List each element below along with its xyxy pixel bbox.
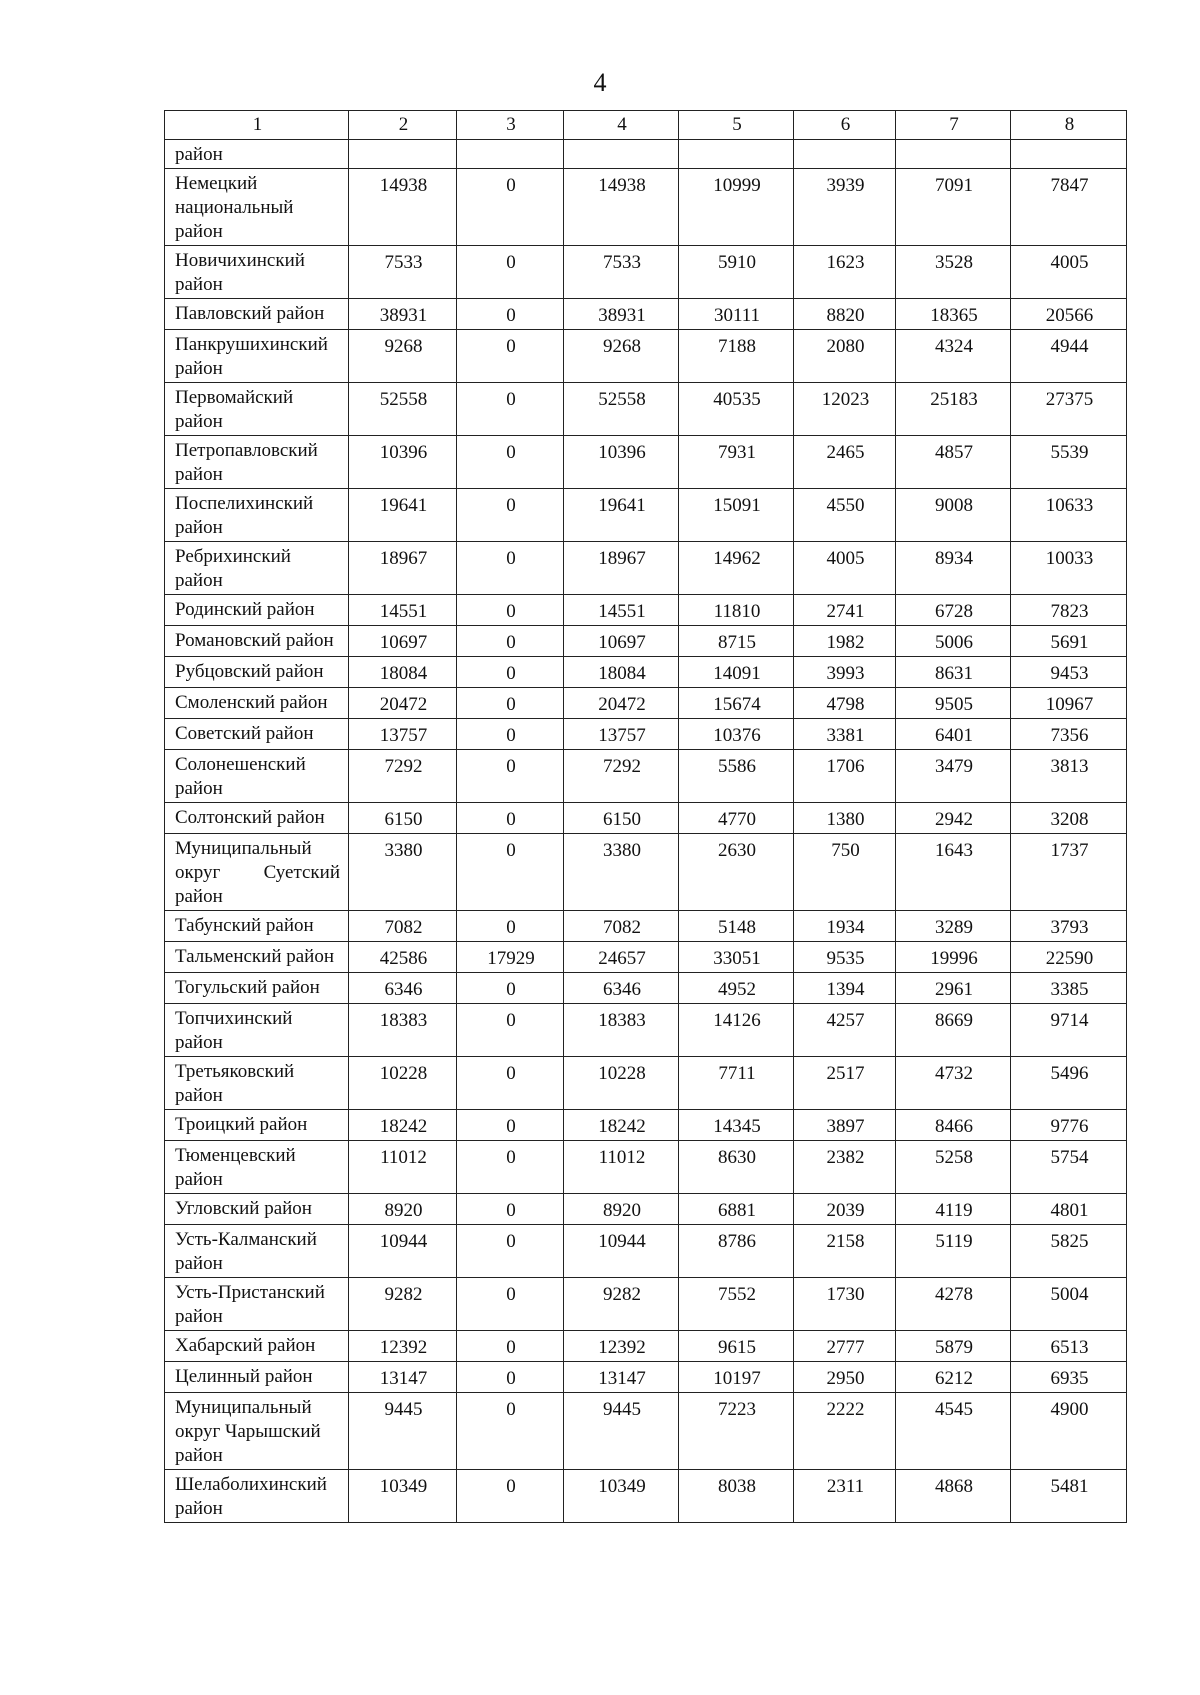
- value-cell: 19641: [564, 489, 679, 542]
- value-cell: 4119: [896, 1194, 1011, 1225]
- value-cell: 1934: [794, 911, 896, 942]
- value-cell: 2465: [794, 436, 896, 489]
- value-cell: 20472: [564, 688, 679, 719]
- district-name-cell: Хабарский район: [165, 1331, 349, 1362]
- value-cell: 2158: [794, 1225, 896, 1278]
- value-cell: 4798: [794, 688, 896, 719]
- district-name-cell: Ребрихинский район: [165, 542, 349, 595]
- value-cell: 0: [457, 1331, 564, 1362]
- district-name-cell: Немецкий национальный район: [165, 169, 349, 246]
- value-cell: 19641: [349, 489, 457, 542]
- value-cell: 14345: [679, 1110, 794, 1141]
- value-cell: 4324: [896, 330, 1011, 383]
- district-name-cell: Угловский район: [165, 1194, 349, 1225]
- value-cell: 14126: [679, 1004, 794, 1057]
- value-cell: 0: [457, 1225, 564, 1278]
- table-row: [165, 1362, 1127, 1393]
- table-row: [165, 330, 1127, 383]
- value-cell: 6150: [349, 803, 457, 834]
- value-cell: 750: [794, 834, 896, 911]
- value-cell: 0: [457, 626, 564, 657]
- value-cell: 3380: [564, 834, 679, 911]
- district-name-cell: Родинский район: [165, 595, 349, 626]
- district-name-cell: Троицкий район: [165, 1110, 349, 1141]
- value-cell: 4952: [679, 973, 794, 1004]
- district-name-cell: Романовский район: [165, 626, 349, 657]
- value-cell: 0: [457, 719, 564, 750]
- value-cell: 18242: [564, 1110, 679, 1141]
- value-cell: 9445: [564, 1393, 679, 1470]
- value-cell: 7292: [349, 750, 457, 803]
- value-cell: 18967: [564, 542, 679, 595]
- value-cell: 10197: [679, 1362, 794, 1393]
- value-cell: 0: [457, 1278, 564, 1331]
- value-cell: 14091: [679, 657, 794, 688]
- value-cell: 18383: [564, 1004, 679, 1057]
- value-cell: 3385: [1011, 973, 1127, 1004]
- value-cell: 0: [457, 330, 564, 383]
- table-row: [165, 246, 1127, 299]
- value-cell: 7082: [564, 911, 679, 942]
- value-cell: 4944: [1011, 330, 1127, 383]
- value-cell: 52558: [564, 383, 679, 436]
- value-cell: 12392: [564, 1331, 679, 1362]
- value-cell: 3793: [1011, 911, 1127, 942]
- value-cell: 3381: [794, 719, 896, 750]
- table-row: [165, 542, 1127, 595]
- table-row: [165, 688, 1127, 719]
- value-cell: 9453: [1011, 657, 1127, 688]
- table-row: [165, 973, 1127, 1004]
- value-cell: 8920: [349, 1194, 457, 1225]
- value-cell: 2961: [896, 973, 1011, 1004]
- value-cell: 7931: [679, 436, 794, 489]
- value-cell: 9268: [564, 330, 679, 383]
- value-cell: 0: [457, 383, 564, 436]
- district-name-cell: район: [165, 140, 349, 169]
- value-cell: 38931: [564, 299, 679, 330]
- value-cell: 3528: [896, 246, 1011, 299]
- value-cell: 7091: [896, 169, 1011, 246]
- value-cell: 18365: [896, 299, 1011, 330]
- value-cell: 0: [457, 1194, 564, 1225]
- value-cell: 8669: [896, 1004, 1011, 1057]
- value-cell: 6346: [564, 973, 679, 1004]
- value-cell: 14938: [349, 169, 457, 246]
- value-cell: 7292: [564, 750, 679, 803]
- value-cell: 3289: [896, 911, 1011, 942]
- district-name-cell: Солтонский район: [165, 803, 349, 834]
- value-cell: 5691: [1011, 626, 1127, 657]
- value-cell: [896, 140, 1011, 169]
- value-cell: 5148: [679, 911, 794, 942]
- value-cell: 3479: [896, 750, 1011, 803]
- value-cell: 0: [457, 657, 564, 688]
- value-cell: 14962: [679, 542, 794, 595]
- value-cell: 10633: [1011, 489, 1127, 542]
- value-cell: 14551: [349, 595, 457, 626]
- value-cell: 4857: [896, 436, 1011, 489]
- value-cell: 5481: [1011, 1470, 1127, 1523]
- value-cell: 11810: [679, 595, 794, 626]
- value-cell: 4005: [1011, 246, 1127, 299]
- table-row: [165, 750, 1127, 803]
- value-cell: 4900: [1011, 1393, 1127, 1470]
- value-cell: 10944: [349, 1225, 457, 1278]
- value-cell: 0: [457, 489, 564, 542]
- value-cell: 5879: [896, 1331, 1011, 1362]
- value-cell: 12023: [794, 383, 896, 436]
- table-row: [165, 595, 1127, 626]
- table-row: [165, 719, 1127, 750]
- value-cell: 6728: [896, 595, 1011, 626]
- value-cell: 3939: [794, 169, 896, 246]
- value-cell: 2382: [794, 1141, 896, 1194]
- value-cell: 0: [457, 169, 564, 246]
- value-cell: 6935: [1011, 1362, 1127, 1393]
- value-cell: 9008: [896, 489, 1011, 542]
- value-cell: 3208: [1011, 803, 1127, 834]
- value-cell: 2222: [794, 1393, 896, 1470]
- value-cell: 6881: [679, 1194, 794, 1225]
- value-cell: 0: [457, 1393, 564, 1470]
- value-cell: 9505: [896, 688, 1011, 719]
- continuation-row: [165, 140, 1127, 169]
- table-row: [165, 436, 1127, 489]
- value-cell: 0: [457, 803, 564, 834]
- value-cell: 7188: [679, 330, 794, 383]
- value-cell: 12392: [349, 1331, 457, 1362]
- value-cell: [564, 140, 679, 169]
- value-cell: 10396: [564, 436, 679, 489]
- value-cell: 18383: [349, 1004, 457, 1057]
- district-name-cell: Советский район: [165, 719, 349, 750]
- value-cell: 8934: [896, 542, 1011, 595]
- column-header: 2: [349, 111, 457, 140]
- value-cell: 52558: [349, 383, 457, 436]
- value-cell: 6401: [896, 719, 1011, 750]
- value-cell: 11012: [564, 1141, 679, 1194]
- value-cell: 1623: [794, 246, 896, 299]
- value-cell: 0: [457, 1004, 564, 1057]
- value-cell: 0: [457, 911, 564, 942]
- value-cell: 6150: [564, 803, 679, 834]
- value-cell: 9445: [349, 1393, 457, 1470]
- value-cell: 10376: [679, 719, 794, 750]
- column-header: 4: [564, 111, 679, 140]
- value-cell: 22590: [1011, 942, 1127, 973]
- district-name-cell: Панкрушихинский район: [165, 330, 349, 383]
- value-cell: 0: [457, 973, 564, 1004]
- table-row: [165, 1331, 1127, 1362]
- value-cell: 0: [457, 1057, 564, 1110]
- value-cell: 2942: [896, 803, 1011, 834]
- value-cell: 0: [457, 1110, 564, 1141]
- value-cell: 0: [457, 542, 564, 595]
- value-cell: 2311: [794, 1470, 896, 1523]
- value-cell: 1982: [794, 626, 896, 657]
- value-cell: 10697: [349, 626, 457, 657]
- value-cell: 3993: [794, 657, 896, 688]
- value-cell: 18242: [349, 1110, 457, 1141]
- value-cell: 8786: [679, 1225, 794, 1278]
- district-name-cell: Усть-Калманский район: [165, 1225, 349, 1278]
- value-cell: [349, 140, 457, 169]
- value-cell: 9776: [1011, 1110, 1127, 1141]
- district-name-cell: Смоленский район: [165, 688, 349, 719]
- data-table: [164, 110, 1127, 1523]
- value-cell: 8466: [896, 1110, 1011, 1141]
- value-cell: 10697: [564, 626, 679, 657]
- value-cell: 5006: [896, 626, 1011, 657]
- value-cell: 4732: [896, 1057, 1011, 1110]
- table-body: [165, 140, 1127, 1523]
- value-cell: 10967: [1011, 688, 1127, 719]
- column-header: 3: [457, 111, 564, 140]
- value-cell: 10944: [564, 1225, 679, 1278]
- value-cell: 30111: [679, 299, 794, 330]
- district-name-cell: Новичихинский район: [165, 246, 349, 299]
- value-cell: 8630: [679, 1141, 794, 1194]
- value-cell: 1380: [794, 803, 896, 834]
- value-cell: 15091: [679, 489, 794, 542]
- value-cell: 3813: [1011, 750, 1127, 803]
- district-name-cell: Шелаболихинский район: [165, 1470, 349, 1523]
- value-cell: 2080: [794, 330, 896, 383]
- district-name-cell: Муниципальный округ Суетский район: [165, 834, 349, 911]
- value-cell: 10228: [564, 1057, 679, 1110]
- value-cell: 40535: [679, 383, 794, 436]
- column-header: 7: [896, 111, 1011, 140]
- value-cell: 11012: [349, 1141, 457, 1194]
- value-cell: 9282: [564, 1278, 679, 1331]
- value-cell: [679, 140, 794, 169]
- value-cell: 4545: [896, 1393, 1011, 1470]
- value-cell: 7823: [1011, 595, 1127, 626]
- value-cell: 0: [457, 1141, 564, 1194]
- data-table-container: [164, 110, 1126, 1523]
- value-cell: 27375: [1011, 383, 1127, 436]
- value-cell: 3380: [349, 834, 457, 911]
- value-cell: 9535: [794, 942, 896, 973]
- value-cell: 5539: [1011, 436, 1127, 489]
- value-cell: 2039: [794, 1194, 896, 1225]
- table-row: [165, 489, 1127, 542]
- district-name-cell: Рубцовский район: [165, 657, 349, 688]
- value-cell: 2630: [679, 834, 794, 911]
- value-cell: 10033: [1011, 542, 1127, 595]
- value-cell: 7533: [564, 246, 679, 299]
- value-cell: 7533: [349, 246, 457, 299]
- value-cell: 13147: [349, 1362, 457, 1393]
- district-name-cell: Третьяковский район: [165, 1057, 349, 1110]
- district-name-cell: Муниципальный округ Чарышский район: [165, 1393, 349, 1470]
- value-cell: 14551: [564, 595, 679, 626]
- value-cell: 13757: [564, 719, 679, 750]
- value-cell: 4005: [794, 542, 896, 595]
- value-cell: 2777: [794, 1331, 896, 1362]
- value-cell: 14938: [564, 169, 679, 246]
- table-row: [165, 803, 1127, 834]
- value-cell: 6212: [896, 1362, 1011, 1393]
- page-number: 4: [593, 68, 607, 97]
- value-cell: 0: [457, 595, 564, 626]
- value-cell: 0: [457, 688, 564, 719]
- value-cell: 4801: [1011, 1194, 1127, 1225]
- table-row: [165, 1278, 1127, 1331]
- column-header: 1: [165, 111, 349, 140]
- value-cell: 0: [457, 834, 564, 911]
- table-row: [165, 834, 1127, 911]
- value-cell: 1737: [1011, 834, 1127, 911]
- district-name-cell: Тальменский район: [165, 942, 349, 973]
- district-name-cell: Табунский район: [165, 911, 349, 942]
- value-cell: 3897: [794, 1110, 896, 1141]
- value-cell: 17929: [457, 942, 564, 973]
- table-row: [165, 1225, 1127, 1278]
- value-cell: 8920: [564, 1194, 679, 1225]
- value-cell: 18084: [349, 657, 457, 688]
- value-cell: 7356: [1011, 719, 1127, 750]
- table-row: [165, 911, 1127, 942]
- value-cell: 8715: [679, 626, 794, 657]
- table-row: [165, 1470, 1127, 1523]
- table-row: [165, 1393, 1127, 1470]
- value-cell: 24657: [564, 942, 679, 973]
- value-cell: 18084: [564, 657, 679, 688]
- value-cell: 1394: [794, 973, 896, 1004]
- value-cell: 33051: [679, 942, 794, 973]
- value-cell: 10999: [679, 169, 794, 246]
- value-cell: 0: [457, 1362, 564, 1393]
- value-cell: 1730: [794, 1278, 896, 1331]
- district-name-cell: Усть-Пристанский район: [165, 1278, 349, 1331]
- value-cell: 5496: [1011, 1057, 1127, 1110]
- value-cell: 25183: [896, 383, 1011, 436]
- value-cell: 5825: [1011, 1225, 1127, 1278]
- value-cell: 8038: [679, 1470, 794, 1523]
- value-cell: 9282: [349, 1278, 457, 1331]
- value-cell: 6513: [1011, 1331, 1127, 1362]
- district-name-cell: Павловский район: [165, 299, 349, 330]
- value-cell: 0: [457, 246, 564, 299]
- district-name-cell: Целинный район: [165, 1362, 349, 1393]
- value-cell: 19996: [896, 942, 1011, 973]
- value-cell: 7711: [679, 1057, 794, 1110]
- value-cell: 20472: [349, 688, 457, 719]
- value-cell: 4278: [896, 1278, 1011, 1331]
- table-row: [165, 1004, 1127, 1057]
- value-cell: 10228: [349, 1057, 457, 1110]
- value-cell: 10396: [349, 436, 457, 489]
- value-cell: [457, 140, 564, 169]
- value-cell: 4257: [794, 1004, 896, 1057]
- value-cell: 9615: [679, 1331, 794, 1362]
- table-row: [165, 299, 1127, 330]
- district-name-cell: Топчихинский район: [165, 1004, 349, 1057]
- district-name-cell: Тюменцевский район: [165, 1141, 349, 1194]
- table-row: [165, 1110, 1127, 1141]
- column-header: 5: [679, 111, 794, 140]
- value-cell: 9268: [349, 330, 457, 383]
- column-header: 6: [794, 111, 896, 140]
- value-cell: 4550: [794, 489, 896, 542]
- value-cell: 7223: [679, 1393, 794, 1470]
- value-cell: 42586: [349, 942, 457, 973]
- table-row: [165, 657, 1127, 688]
- value-cell: 4770: [679, 803, 794, 834]
- district-name-cell: Тогульский район: [165, 973, 349, 1004]
- district-name-cell: Солонешенский район: [165, 750, 349, 803]
- value-cell: 1643: [896, 834, 1011, 911]
- table-row: [165, 1141, 1127, 1194]
- value-cell: 0: [457, 436, 564, 489]
- value-cell: 0: [457, 1470, 564, 1523]
- value-cell: 0: [457, 750, 564, 803]
- value-cell: 9714: [1011, 1004, 1127, 1057]
- table-row: [165, 1194, 1127, 1225]
- value-cell: [1011, 140, 1127, 169]
- value-cell: 5004: [1011, 1278, 1127, 1331]
- table-row: [165, 626, 1127, 657]
- table-row: [165, 383, 1127, 436]
- value-cell: 5258: [896, 1141, 1011, 1194]
- value-cell: 18967: [349, 542, 457, 595]
- table-row: [165, 1057, 1127, 1110]
- value-cell: 5754: [1011, 1141, 1127, 1194]
- value-cell: 1706: [794, 750, 896, 803]
- value-cell: 2741: [794, 595, 896, 626]
- value-cell: 20566: [1011, 299, 1127, 330]
- header-row: [165, 111, 1127, 140]
- value-cell: 2517: [794, 1057, 896, 1110]
- value-cell: 0: [457, 299, 564, 330]
- value-cell: 2950: [794, 1362, 896, 1393]
- value-cell: 13757: [349, 719, 457, 750]
- value-cell: 7847: [1011, 169, 1127, 246]
- district-name-cell: Петропавловский район: [165, 436, 349, 489]
- value-cell: 38931: [349, 299, 457, 330]
- district-name-cell: Поспелихинский район: [165, 489, 349, 542]
- district-name-cell: Первомайский район: [165, 383, 349, 436]
- column-header: 8: [1011, 111, 1127, 140]
- value-cell: 5586: [679, 750, 794, 803]
- table-row: [165, 942, 1127, 973]
- value-cell: [794, 140, 896, 169]
- value-cell: 13147: [564, 1362, 679, 1393]
- value-cell: 6346: [349, 973, 457, 1004]
- value-cell: 10349: [564, 1470, 679, 1523]
- value-cell: 5910: [679, 246, 794, 299]
- value-cell: 4868: [896, 1470, 1011, 1523]
- value-cell: 8820: [794, 299, 896, 330]
- value-cell: 10349: [349, 1470, 457, 1523]
- table-row: [165, 169, 1127, 246]
- value-cell: 7082: [349, 911, 457, 942]
- value-cell: 7552: [679, 1278, 794, 1331]
- value-cell: 8631: [896, 657, 1011, 688]
- value-cell: 5119: [896, 1225, 1011, 1278]
- value-cell: 15674: [679, 688, 794, 719]
